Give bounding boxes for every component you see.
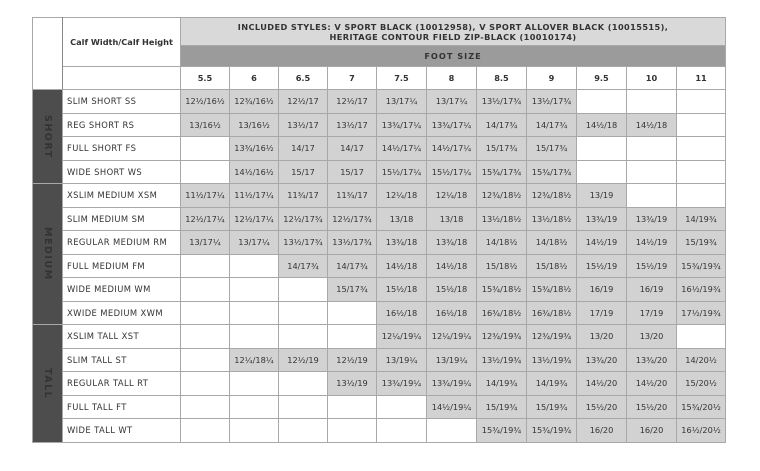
size-cell: 14/18½ (477, 231, 527, 255)
size-cell (279, 325, 328, 349)
row-label: SLIM MEDIUM SM (63, 207, 181, 231)
group-label-short (33, 90, 63, 184)
size-cell: 13½/17¾ (328, 231, 377, 255)
size-cell: 15½/20 (627, 395, 677, 419)
size-cell: 11½/17¼ (230, 184, 279, 208)
size-cell: 15/17 (328, 160, 377, 184)
size-chart-table (32, 17, 726, 443)
table-row (33, 301, 726, 325)
included-styles-line-2: HERITAGE CONTOUR FIELD ZIP-BLACK (10010174) (329, 31, 577, 42)
size-cell: 12½/17¾ (279, 207, 328, 231)
foot-size-header: 10 (627, 67, 677, 90)
foot-size-header: 8 (427, 67, 477, 90)
size-cell: 15/19¾ (477, 395, 527, 419)
size-cell: 12½/17 (328, 90, 377, 114)
size-cell: 12¾/19¾ (477, 325, 527, 349)
size-cell: 11¾/17 (279, 184, 328, 208)
size-cell (577, 160, 627, 184)
size-cell: 12½/17 (279, 90, 328, 114)
size-cell: 14½/18 (427, 254, 477, 278)
table-row (33, 90, 726, 114)
size-cell (181, 254, 230, 278)
size-cell: 13¾/19 (577, 207, 627, 231)
size-cell: 15¾/19¾ (527, 419, 577, 443)
size-cell: 14½/20 (577, 372, 627, 396)
size-cell: 16¾/18½ (477, 301, 527, 325)
size-cell: 13½/17¾ (477, 90, 527, 114)
size-cell: 15½/17¼ (427, 160, 477, 184)
size-cell: 12¼/19¼ (377, 325, 427, 349)
row-label: XSLIM MEDIUM XSM (63, 184, 181, 208)
size-cell: 13/16½ (230, 113, 279, 137)
size-cell: 13/19 (577, 184, 627, 208)
size-cell: 14/17 (328, 137, 377, 161)
size-cell: 14/17¾ (527, 113, 577, 137)
size-cell (230, 419, 279, 443)
row-label: WIDE MEDIUM WM (63, 278, 181, 302)
size-cell: 17/19 (627, 301, 677, 325)
size-cell: 13½/17¾ (279, 231, 328, 255)
table-row (33, 184, 726, 208)
empty-label-head (63, 67, 181, 90)
foot-size-header: 5.5 (181, 67, 230, 90)
table-row (33, 207, 726, 231)
size-cell: 13/18 (377, 207, 427, 231)
table-row (33, 231, 726, 255)
size-cell: 13¾/19¼ (377, 372, 427, 396)
row-label: WIDE TALL WT (63, 419, 181, 443)
size-cell: 11½/17¼ (181, 184, 230, 208)
size-cell: 16¾/18½ (527, 301, 577, 325)
size-cell (279, 395, 328, 419)
row-label: SLIM TALL ST (63, 348, 181, 372)
size-cell (328, 419, 377, 443)
size-cell (677, 325, 726, 349)
size-cell: 14/19¾ (477, 372, 527, 396)
group-label-medium (33, 184, 63, 325)
size-cell (279, 419, 328, 443)
size-cell: 13¾/19 (627, 207, 677, 231)
size-cell (677, 160, 726, 184)
table-row (33, 137, 726, 161)
size-cell: 12½/19 (279, 348, 328, 372)
size-cell: 13¾/18 (427, 231, 477, 255)
size-cell: 14½/19 (577, 231, 627, 255)
size-cell: 15½/19 (577, 254, 627, 278)
foot-size-header: 7.5 (377, 67, 427, 90)
size-cell: 15/17¾ (527, 137, 577, 161)
row-label: REGULAR TALL RT (63, 372, 181, 396)
row-label: FULL SHORT FS (63, 137, 181, 161)
row-label: WIDE SHORT WS (63, 160, 181, 184)
size-cell (230, 325, 279, 349)
size-cell: 15½/18 (377, 278, 427, 302)
size-cell: 14½/20 (627, 372, 677, 396)
size-cell: 12¼/19¼ (427, 325, 477, 349)
group-label-tall (33, 325, 63, 443)
size-cell: 14/18½ (527, 231, 577, 255)
size-cell (230, 301, 279, 325)
size-cell: 12¾/16½ (230, 90, 279, 114)
size-cell: 17½/19¾ (677, 301, 726, 325)
size-cell (279, 372, 328, 396)
size-cell: 13¾/20 (577, 348, 627, 372)
size-cell: 13/17¼ (427, 90, 477, 114)
group-name: SHORT (42, 114, 53, 159)
size-cell: 15/20½ (677, 372, 726, 396)
size-cell (181, 137, 230, 161)
size-cell: 13¾/18 (377, 231, 427, 255)
calf-width-height-label: Calf Width/Calf Height (63, 18, 181, 67)
size-cell: 14½/17¼ (377, 137, 427, 161)
size-cell: 13/16½ (181, 113, 230, 137)
size-cell: 14½/18 (377, 254, 427, 278)
table-row (33, 395, 726, 419)
size-cell: 13½/19¾ (527, 348, 577, 372)
size-cell: 15/19¾ (527, 395, 577, 419)
size-cell: 13/19¼ (427, 348, 477, 372)
size-cell: 13/17¼ (230, 231, 279, 255)
size-cell (230, 278, 279, 302)
size-cell (181, 301, 230, 325)
size-cell: 12¼/18 (427, 184, 477, 208)
size-cell: 13½/17 (279, 113, 328, 137)
included-styles-line-1: INCLUDED STYLES: V SPORT BLACK (10012958), V SPORT ALLOVER BLACK (10015515), (237, 21, 669, 32)
size-cell: 13½/17 (328, 113, 377, 137)
size-cell: 12¼/18¼ (230, 348, 279, 372)
size-cell: 12½/16½ (181, 90, 230, 114)
size-cell: 16½/20½ (677, 419, 726, 443)
row-label: FULL TALL FT (63, 395, 181, 419)
size-cell: 15/17¾ (477, 137, 527, 161)
foot-size-header: 8.5 (477, 67, 527, 90)
size-cell: 12½/19 (328, 348, 377, 372)
size-cell: 16½/18 (427, 301, 477, 325)
row-label: XWIDE MEDIUM XWM (63, 301, 181, 325)
size-cell: 13¾/17¼ (427, 113, 477, 137)
size-cell (230, 372, 279, 396)
size-cell (677, 90, 726, 114)
size-cell (627, 184, 677, 208)
size-cell (677, 137, 726, 161)
size-cell (377, 395, 427, 419)
size-cell (279, 301, 328, 325)
row-label: SLIM SHORT SS (63, 90, 181, 114)
size-cell: 13/20 (577, 325, 627, 349)
size-cell: 14/17¾ (279, 254, 328, 278)
size-cell: 13¾/17¼ (377, 113, 427, 137)
size-cell: 14/17 (279, 137, 328, 161)
size-cell (427, 419, 477, 443)
size-cell: 13¾/16½ (230, 137, 279, 161)
size-cell: 14½/16½ (230, 160, 279, 184)
size-cell: 16½/18 (377, 301, 427, 325)
size-cell (181, 395, 230, 419)
foot-size-title: FOOT SIZE (181, 46, 726, 67)
size-cell: 16½/19¾ (677, 278, 726, 302)
size-cell: 14½/17¼ (427, 137, 477, 161)
table-row (33, 113, 726, 137)
size-cell: 14½/19 (627, 231, 677, 255)
size-cell: 13½/17¾ (527, 90, 577, 114)
size-cell (328, 395, 377, 419)
group-name: MEDIUM (42, 227, 53, 281)
size-cell: 15/18½ (477, 254, 527, 278)
size-cell (181, 348, 230, 372)
size-cell: 15½/20 (577, 395, 627, 419)
size-cell: 13/19¼ (377, 348, 427, 372)
size-cell: 12½/17¾ (328, 207, 377, 231)
size-cell (627, 160, 677, 184)
table-row (33, 278, 726, 302)
size-cell (181, 372, 230, 396)
size-cell: 15/18½ (527, 254, 577, 278)
size-cell: 15½/18 (427, 278, 477, 302)
size-cell (181, 419, 230, 443)
size-cell: 16/19 (627, 278, 677, 302)
size-cell: 13/17¼ (181, 231, 230, 255)
size-cell (230, 254, 279, 278)
size-cell: 15¾/17¾ (527, 160, 577, 184)
table-row (33, 348, 726, 372)
size-cell: 13/20 (627, 325, 677, 349)
row-label: REG SHORT RS (63, 113, 181, 137)
size-cell: 14/17¾ (328, 254, 377, 278)
size-cell: 15¾/19¾ (477, 419, 527, 443)
size-cell: 14/19¾ (527, 372, 577, 396)
size-cell: 15¾/17¾ (477, 160, 527, 184)
size-cell: 14/17¾ (477, 113, 527, 137)
size-cell (577, 90, 627, 114)
size-cell: 14/20½ (677, 348, 726, 372)
size-cell (230, 395, 279, 419)
size-cell (181, 278, 230, 302)
foot-size-header: 7 (328, 67, 377, 90)
size-cell: 12½/17¼ (230, 207, 279, 231)
size-cell: 11¾/17 (328, 184, 377, 208)
foot-size-header: 11 (677, 67, 726, 90)
size-cell: 16/20 (627, 419, 677, 443)
size-cell: 15/17¾ (328, 278, 377, 302)
size-cell: 12¾/18½ (527, 184, 577, 208)
size-cell: 15¾/18½ (527, 278, 577, 302)
size-cell: 14½/18 (577, 113, 627, 137)
table-row (33, 160, 726, 184)
size-cell: 13½/18½ (527, 207, 577, 231)
size-cell (677, 113, 726, 137)
size-cell: 12¾/18½ (477, 184, 527, 208)
size-cell (577, 137, 627, 161)
table-row (33, 325, 726, 349)
size-cell: 12¾/19¾ (527, 325, 577, 349)
size-cell: 13¾/19¼ (427, 372, 477, 396)
corner-cell (33, 18, 63, 90)
table-row (33, 372, 726, 396)
size-cell: 12¼/18 (377, 184, 427, 208)
size-cell: 17/19 (577, 301, 627, 325)
size-cell: 15¾/18½ (477, 278, 527, 302)
row-label: FULL MEDIUM FM (63, 254, 181, 278)
size-cell: 13½/18½ (477, 207, 527, 231)
size-cell: 15/19¾ (677, 231, 726, 255)
size-cell (377, 419, 427, 443)
group-name: TALL (42, 367, 53, 399)
size-cell (328, 325, 377, 349)
row-label: XSLIM TALL XST (63, 325, 181, 349)
table-body (33, 90, 726, 443)
table-row (33, 254, 726, 278)
size-cell (279, 278, 328, 302)
foot-size-header: 9.5 (577, 67, 627, 90)
size-cell: 13/17¼ (377, 90, 427, 114)
size-cell: 15½/17¼ (377, 160, 427, 184)
size-cell: 13½/19 (328, 372, 377, 396)
size-cell (677, 184, 726, 208)
foot-size-header: 6.5 (279, 67, 328, 90)
size-cell: 13¾/20 (627, 348, 677, 372)
size-cell: 15¾/19¾ (677, 254, 726, 278)
foot-size-header: 6 (230, 67, 279, 90)
included-styles-note (181, 18, 726, 46)
size-cell (328, 301, 377, 325)
size-cell: 12½/17¼ (181, 207, 230, 231)
size-cell: 14½/18 (627, 113, 677, 137)
size-cell: 15½/19 (627, 254, 677, 278)
table-row (33, 419, 726, 443)
size-cell (181, 325, 230, 349)
size-cell: 13½/19¾ (477, 348, 527, 372)
table-header (33, 18, 726, 90)
size-cell: 14½/19¼ (427, 395, 477, 419)
size-cell: 16/19 (577, 278, 627, 302)
size-cell: 15/17 (279, 160, 328, 184)
size-cell: 16/20 (577, 419, 627, 443)
size-cell: 15¾/20½ (677, 395, 726, 419)
size-cell (627, 137, 677, 161)
size-cell (181, 160, 230, 184)
size-cell (627, 90, 677, 114)
row-label: REGULAR MEDIUM RM (63, 231, 181, 255)
size-cell: 14/19¾ (677, 207, 726, 231)
size-cell: 13/18 (427, 207, 477, 231)
foot-size-header: 9 (527, 67, 577, 90)
